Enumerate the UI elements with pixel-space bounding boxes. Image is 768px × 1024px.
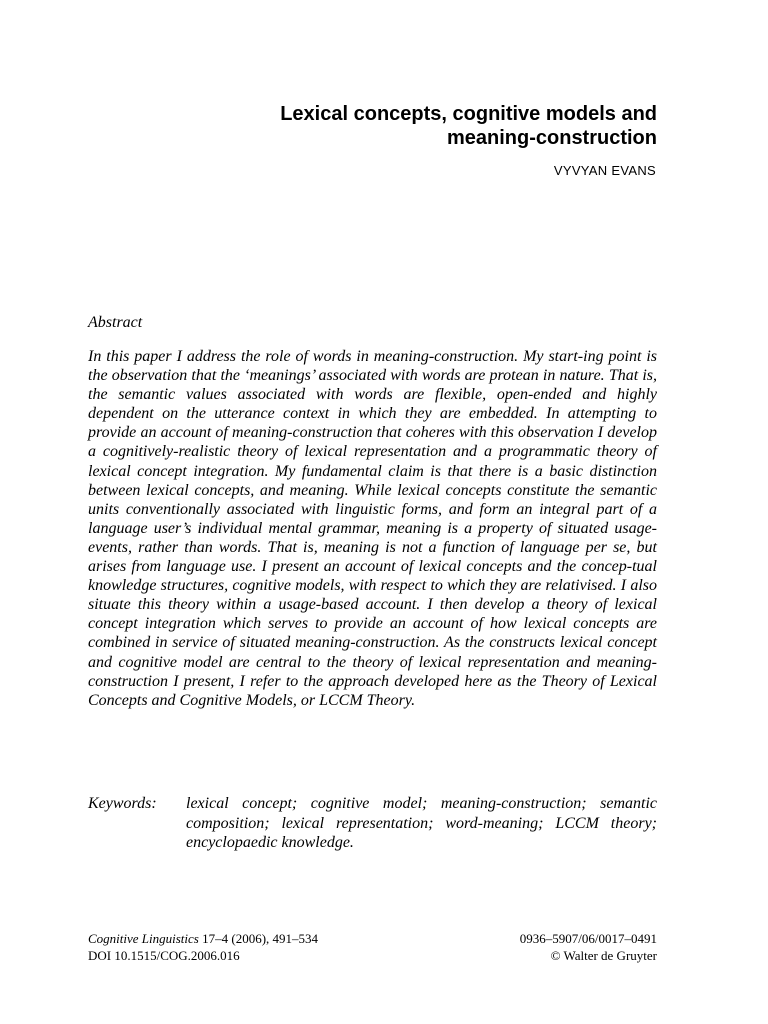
journal-name: Cognitive Linguistics (88, 931, 199, 946)
paper-title-line-2: meaning-construction (446, 127, 657, 149)
journal-citation (88, 931, 318, 948)
issn: 0936–5907/06/0017–0491 (519, 931, 657, 946)
keywords-label: Keywords: (88, 795, 157, 812)
keywords-text: lexical concept; cognitive model; meaning-construction; semantic composition; lexical representation; word-meaning; LCCM theory; encyclopaedic knowledge. (186, 795, 657, 851)
footer-publisher-block (520, 931, 657, 964)
doi: DOI 10.1515/COG.2006.016 (88, 947, 240, 963)
journal-volume: 17–4 (2006), 491–534 (198, 931, 319, 946)
paper-title (280, 102, 657, 150)
copyright: © Walter de Gruyter (550, 947, 657, 963)
footer-citation-block (88, 931, 318, 964)
abstract-text: In this paper I address the role of words in meaning-construction. My start-ing point is the observation that the ‘meanings’ associated with words are protean in nature. That is, the semantic values associated with words are flexible, open-ended and highly dependent on the utterance context in which they are embedded. In attempting to provide an account of meaning-construction that coheres with this observation I develop a cognitively-realistic theory of lexical representation and a programmatic theory of lexical concept integration. My fundamental claim is that there is a basic distinction between lexical concepts, and meaning. While lexical concepts constitute the semantic units conventionally associated with linguistic forms, and form an integral part of a language user’s individual mental grammar, meaning is a property of situated usage-events, rather than words. That is, meaning is not a function of language per se, but arises from language use. I present an account of lexical concepts and the concep-tual knowledge structures, cognitive models, with respect to which they are relativised. I also situate this theory within a usage-based account. I then develop a theory of lexical concept integration which serves to provide an account of how lexical concepts are combined in service of situated meaning-construction. As the constructs lexical concept and cognitive model are central to the theory of lexical representation and meaning-construction I present, I refer to the approach developed here as the Theory of Lexical Concepts and Cognitive Models, or LCCM Theory. (88, 348, 657, 709)
keywords-section (88, 794, 657, 853)
abstract-heading: Abstract (88, 314, 143, 331)
paper-title-line-1: Lexical concepts, cognitive models and (280, 103, 657, 125)
author-name: VYVYAN EVANS (553, 163, 656, 178)
